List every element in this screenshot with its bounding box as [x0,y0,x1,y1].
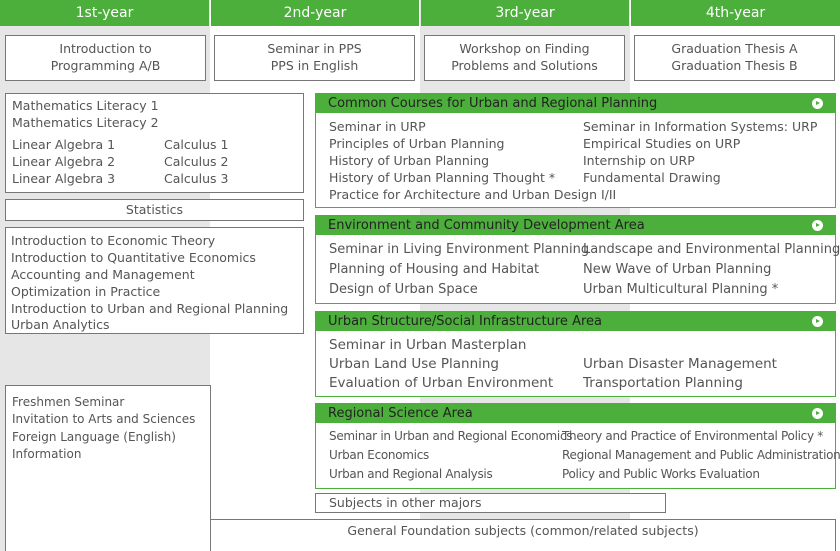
course-regional-management-public-administration: Regional Management and Public Administration [562,448,840,462]
area-title: Urban Structure/Social Infrastructure Area [328,314,602,329]
header-4th-year: 4th-year [631,0,840,26]
course-practice-architecture-urban-design: Practice for Architecture and Urban Design I/II [329,187,617,202]
course-seminar-urban-masterplan: Seminar in Urban Masterplan [329,337,527,353]
course-intro-economic-theory: Introduction to Economic Theory [11,233,216,248]
course-foreign-language: Foreign Language (English) [12,430,176,444]
course-mathematics-literacy-2: Mathematics Literacy 2 [12,115,159,130]
subjects-other-majors[interactable]: Subjects in other majors [315,493,666,513]
course-linear-algebra-3: Linear Algebra 3 [12,171,116,186]
area-title-bar [316,404,835,423]
course-information: Information [12,447,82,461]
area-title: Environment and Community Development Area [328,218,645,233]
play-icon[interactable] [812,220,823,231]
box-introduction-to-programming[interactable] [5,35,206,81]
course-principles-urban-planning: Principles of Urban Planning [329,136,505,151]
area-title: Common Courses for Urban and Regional Planning [328,96,658,111]
freshmen-box[interactable] [5,385,211,551]
course-empirical-studies-urp: Empirical Studies on URP [583,136,741,151]
area-title-bar [316,216,835,235]
area-title-bar [316,312,835,331]
area-common-courses[interactable] [315,93,836,208]
course-statistics[interactable]: Statistics [5,199,304,221]
play-icon[interactable] [812,316,823,327]
course-line: Problems and Solutions [451,58,598,73]
course-mathematics-literacy-1: Mathematics Literacy 1 [12,98,159,113]
play-icon[interactable] [812,98,823,109]
course-calculus-1: Calculus 1 [164,137,229,152]
course-planning-housing-habitat: Planning of Housing and Habitat [329,262,540,277]
course-environmental-policy: Theory and Practice of Environmental Policy * [562,429,823,443]
header-1st-year: 1st-year [0,0,209,26]
course-fundamental-drawing: Fundamental Drawing [583,170,721,185]
area-urban-structure[interactable] [315,311,836,397]
course-seminar-urban-regional-economics: Seminar in Urban and Regional Economics [329,429,573,443]
course-line: Programming A/B [50,58,161,73]
course-urban-land-use-planning: Urban Land Use Planning [329,356,499,372]
course-history-urban-planning-thought: History of Urban Planning Thought * [329,170,556,185]
play-icon[interactable] [812,408,823,419]
course-linear-algebra-1: Linear Algebra 1 [12,137,116,152]
course-seminar-information-systems: Seminar in Information Systems: URP [583,119,818,134]
course-calculus-3: Calculus 3 [164,171,229,186]
course-urban-disaster-management: Urban Disaster Management [583,356,777,372]
course-history-urban-planning: History of Urban Planning [329,153,490,168]
header-2nd-year: 2nd-year [211,0,419,26]
course-transportation-planning: Transportation Planning [583,375,743,391]
course-evaluation-urban-environment: Evaluation of Urban Environment [329,375,554,391]
general-foundation-label: General Foundation subjects (common/related subjects) [347,523,699,538]
course-freshmen-seminar: Freshmen Seminar [12,395,125,409]
area-title: Regional Science Area [328,406,473,421]
course-line: Seminar in PPS [267,41,362,56]
course-intro-urban-regional-planning: Introduction to Urban and Regional Planning [11,301,289,316]
area-title-bar [316,94,835,113]
course-seminar-living-environment: Seminar in Living Environment Planning [329,242,590,257]
course-intro-quantitative-economics: Introduction to Quantitative Economics [11,250,256,265]
course-urban-multicultural-planning: Urban Multicultural Planning * [583,282,779,297]
course-landscape-environmental-planning: Landscape and Environmental Planning [583,242,840,257]
area-regional-science[interactable] [315,403,840,489]
course-new-wave-urban-planning: New Wave of Urban Planning [583,262,772,277]
course-urban-analytics: Urban Analytics [11,317,110,332]
course-urban-economics: Urban Economics [329,448,429,462]
course-calculus-2: Calculus 2 [164,154,229,169]
course-line: Graduation Thesis A [671,41,798,56]
course-urban-regional-analysis: Urban and Regional Analysis [329,467,493,481]
course-linear-algebra-2: Linear Algebra 2 [12,154,116,169]
course-seminar-in-urp: Seminar in URP [329,119,426,134]
area-environment-community[interactable] [315,215,840,304]
course-invitation-arts-sciences: Invitation to Arts and Sciences [12,412,196,426]
course-line: PPS in English [270,58,359,73]
course-design-urban-space: Design of Urban Space [329,282,478,297]
course-line: Introduction to [59,41,152,56]
header-3rd-year: 3rd-year [421,0,629,26]
course-line: Workshop on Finding [459,41,590,56]
box-workshop-problems-solutions[interactable] [424,35,625,81]
box-graduation-thesis[interactable] [634,35,835,81]
math-box[interactable] [5,93,304,193]
course-accounting-management: Accounting and Management [11,267,195,282]
course-internship-urp: Internship on URP [583,153,695,168]
course-optimization-in-practice: Optimization in Practice [11,284,161,299]
course-policy-public-works-evaluation: Policy and Public Works Evaluation [562,467,760,481]
box-seminar-in-pps[interactable] [214,35,415,81]
economics-box[interactable] [5,227,304,334]
course-line: Graduation Thesis B [671,58,798,73]
